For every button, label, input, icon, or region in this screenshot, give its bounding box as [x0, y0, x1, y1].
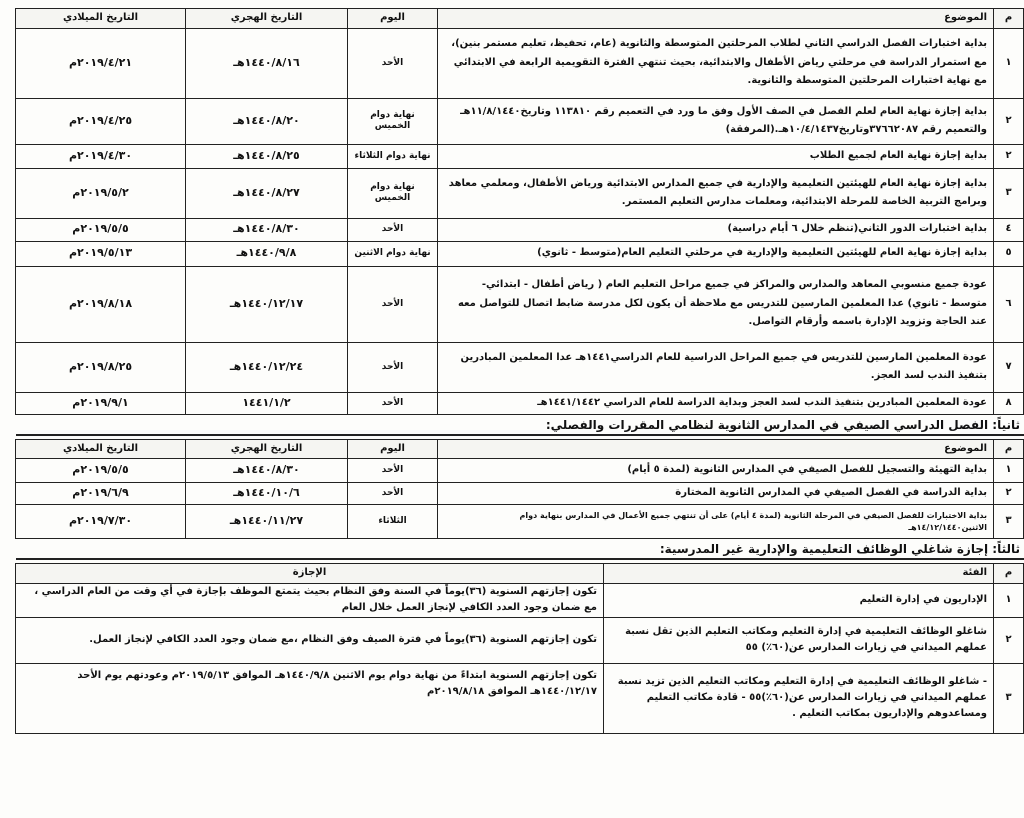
table-row	[16, 617, 1024, 663]
row-topic: بداية اختبارات الفصل الدراسي الثاني لطلاب المرحلتين المتوسطة والثانوية (عام، تحفيظ، تعليم مستمر بنين)، مع استمرار الدراسة في مرحلتي رياض الأطفال والابتدائية، بحيث تنتهي الفترة التقويمية الرابعة في الابتدائي مع نهاية اختبارات المرحلتين المتوسطة والثانوية.	[438, 28, 994, 98]
header-num: م	[994, 9, 1024, 29]
row-num: ١	[994, 459, 1024, 483]
table-row	[16, 583, 1024, 617]
table-row	[16, 144, 1024, 168]
row-gregorian: ٢٠١٩/٧/٣٠م	[16, 505, 186, 539]
row-num: ٢	[994, 617, 1024, 663]
row-day: الأحد	[348, 342, 438, 392]
row-topic: بداية إجازة نهاية العام للهيئتين التعليمية والإدارية في جميع المدارس الابتدائية ورياض الأطفال، ومعلمي معاهد وبرامج التربية الخاصة للمرحلة الابتدائية، ومعلمات مدارس التعليم المستمر.	[438, 168, 994, 218]
table-row	[16, 28, 1024, 98]
section-title-leave: ثالثاً: إجازة شاغلي الوظائف التعليمية والإدارية غير المدرسية:	[16, 539, 1024, 560]
row-topic: بداية إجازة نهاية العام للهيئتين التعليمية والإدارية في مرحلتي التعليم العام(متوسط - ثانوي)	[438, 241, 994, 266]
row-gregorian: ٢٠١٩/٥/٥م	[16, 459, 186, 483]
table-row	[16, 218, 1024, 241]
header-day: اليوم	[348, 9, 438, 29]
table-row	[16, 459, 1024, 483]
header-gregorian: التاريخ الميلادي	[16, 9, 186, 29]
table-row	[16, 342, 1024, 392]
row-topic: عودة المعلمين المارسين للتدريس في جميع المراحل الدراسية للعام الدراسي١٤٤١هـ عدا المعلمين المبادرين بتنفيذ الندب لسد العجز.	[438, 342, 994, 392]
row-num: ٧	[994, 342, 1024, 392]
table-row	[16, 241, 1024, 266]
row-gregorian: ٢٠١٩/٩/١م	[16, 392, 186, 414]
table-row	[16, 98, 1024, 144]
header-hijri: التاريخ الهجري	[186, 9, 348, 29]
header-category: الفئة	[604, 564, 994, 584]
row-num: ١	[994, 28, 1024, 98]
row-topic: بداية اختبارات الدور الثاني(تنظم خلال ٦ أيام دراسية)	[438, 218, 994, 241]
row-category: شاغلو الوظائف التعليمية في إدارة التعليم ومكاتب التعليم الذين تقل نسبة عملهم الميداني في زيارات المدارس عن(٦٠٪) ٥٥	[604, 617, 994, 663]
row-day: الأحد	[348, 218, 438, 241]
section-title-summer: ثانياً: الفصل الدراسي الصيفي في المدارس الثانوية لنظامي المقررات والفصلي:	[16, 415, 1024, 436]
table-header-row	[16, 9, 1024, 29]
leave-table	[15, 563, 1024, 734]
row-hijri: ١٤٤٠/٨/٢٠هـ	[186, 98, 348, 144]
header-day: اليوم	[348, 439, 438, 459]
header-topic: الموضوع	[438, 9, 994, 29]
row-category: الإداريون في إدارة التعليم	[604, 583, 994, 617]
row-topic: بداية الاختبارات للفصل الصيفي في المرحلة الثانوية (لمدة ٤ أيام) على أن تنتهي جميع الأعمال في المدارس بنهاية دوام الاثنين١٤/١٢/١٤٤٠هـ	[438, 505, 994, 539]
header-topic: الموضوع	[438, 439, 994, 459]
row-day: نهاية دوام الخميس	[348, 98, 438, 144]
row-gregorian: ٢٠١٩/٨/١٨م	[16, 266, 186, 342]
row-gregorian: ٢٠١٩/٤/٢١م	[16, 28, 186, 98]
table-row	[16, 505, 1024, 539]
row-num: ٣	[994, 505, 1024, 539]
row-day: نهاية دوام الاثنين	[348, 241, 438, 266]
table-row	[16, 266, 1024, 342]
row-hijri: ١٤٤٠/٩/٨هـ	[186, 241, 348, 266]
row-hijri: ١٤٤٠/١١/٢٧هـ	[186, 505, 348, 539]
row-hijri: ١٤٤٠/٨/٢٧هـ	[186, 168, 348, 218]
header-num: م	[994, 439, 1024, 459]
row-hijri: ١٤٤٠/٨/٣٠هـ	[186, 218, 348, 241]
row-hijri: ١٤٤٠/١٢/١٧هـ	[186, 266, 348, 342]
header-hijri: التاريخ الهجري	[186, 439, 348, 459]
row-hijri: ١٤٤٠/٨/١٦هـ	[186, 28, 348, 98]
table-row	[16, 483, 1024, 505]
header-num: م	[994, 564, 1024, 584]
row-num: ٥	[994, 241, 1024, 266]
row-num: ٢	[994, 98, 1024, 144]
row-hijri: ١٤٤٠/١٢/٢٤هـ	[186, 342, 348, 392]
header-leave: الإجازة	[16, 564, 604, 584]
row-gregorian: ٢٠١٩/٥/٥م	[16, 218, 186, 241]
row-gregorian: ٢٠١٩/٦/٩م	[16, 483, 186, 505]
table-row	[16, 168, 1024, 218]
row-num: ١	[994, 583, 1024, 617]
row-day: الأحد	[348, 28, 438, 98]
row-day: الأحد	[348, 266, 438, 342]
row-num: ٢	[994, 483, 1024, 505]
row-topic: عودة جميع منسوبي المعاهد والمدارس والمراكز في جميع مراحل التعليم العام ( رياض أطفال - ابتدائي- متوسط - ثانوي) عدا المعلمين المارسين للتدريس مع ملاحظة أن يكون لكل مدرسة ضابط اتصال للتواصل معه عند الحاجة وتزويد الإدارة باسمه وأرقام التواصل.	[438, 266, 994, 342]
row-num: ٤	[994, 218, 1024, 241]
table-row	[16, 392, 1024, 414]
row-category: - شاغلو الوظائف التعليمية في إدارة التعليم ومكاتب التعليم الذين تزيد نسبة عملهم الميداني في زيارات المدارس عن(٦٠٪)٥٥ - قادة مكاتب التعليم ومساعدوهم والإداريون بمكاتب التعليم .	[604, 663, 994, 733]
table-header-row	[16, 439, 1024, 459]
row-num: ٣	[994, 168, 1024, 218]
table-header-row	[16, 564, 1024, 584]
schedule-table	[15, 8, 1024, 415]
row-topic: بداية إجازة نهاية العام لعلم الفصل في الصف الأول وفق ما ورد في التعميم رقم ١١٣٨١٠ وتاريخ١١/٨/١٤٤٠هـ والتعميم رقم ٣٧٦٦٢٠٨٧وتاريخ١٠/٤/١٤٣٧هـ.(المرفقة)	[438, 98, 994, 144]
row-gregorian: ٢٠١٩/٤/٣٠م	[16, 144, 186, 168]
row-leave: تكون إجازتهم السنوية (٣٦)يوماً في فترة الصيف وفق النظام ،مع ضمان وجود العدد الكافي لإنجاز العمل.	[16, 617, 604, 663]
row-gregorian: ٢٠١٩/٥/٢م	[16, 168, 186, 218]
row-day: الأحد	[348, 392, 438, 414]
row-hijri: ١٤٤٠/١٠/٦هـ	[186, 483, 348, 505]
row-num: ٢	[994, 144, 1024, 168]
row-hijri: ١٤٤٠/٨/٣٠هـ	[186, 459, 348, 483]
row-day: الأحد	[348, 459, 438, 483]
row-leave: تكون إجازتهم السنوية ابتداءً من نهاية دوام يوم الاثنين ١٤٤٠/٩/٨هـ الموافق ٢٠١٩/٥/١٣م وعودتهم يوم الأحد ١٤٤٠/١٢/١٧هـ الموافق ٢٠١٩/٨/١٨م	[16, 663, 604, 733]
row-topic: بداية الدراسة في الفصل الصيفي في المدارس الثانوية المختارة	[438, 483, 994, 505]
row-hijri: ١٤٤٠/٨/٢٥هـ	[186, 144, 348, 168]
document-page	[16, 0, 1024, 818]
row-day: نهاية دوام الثلاثاء	[348, 144, 438, 168]
row-num: ٦	[994, 266, 1024, 342]
row-num: ٣	[994, 663, 1024, 733]
row-gregorian: ٢٠١٩/٥/١٣م	[16, 241, 186, 266]
row-gregorian: ٢٠١٩/٨/٢٥م	[16, 342, 186, 392]
row-topic: عودة المعلمين المبادرين بتنفيذ الندب لسد العجز وبداية الدراسة للعام الدراسي ١٤٤١/١٤٤٢هـ	[438, 392, 994, 414]
row-gregorian: ٢٠١٩/٤/٢٥م	[16, 98, 186, 144]
row-day: الثلاثاء	[348, 505, 438, 539]
row-topic: بداية إجازة نهاية العام لجميع الطلاب	[438, 144, 994, 168]
row-topic: بداية التهيئة والتسجيل للفصل الصيفي في المدارس الثانوية (لمدة ٥ أيام)	[438, 459, 994, 483]
row-day: نهاية دوام الخميس	[348, 168, 438, 218]
summer-table	[15, 439, 1024, 540]
header-gregorian: التاريخ الميلادي	[16, 439, 186, 459]
row-num: ٨	[994, 392, 1024, 414]
row-day: الأحد	[348, 483, 438, 505]
row-hijri: ١٤٤١/١/٢	[186, 392, 348, 414]
table-row	[16, 663, 1024, 733]
row-leave: تكون إجازتهم السنوية (٣٦)يوماً في السنة وفق النظام بحيث يتمتع الموظف بإجازة في أي وقت من العام الدراسي ، مع ضمان وجود العدد الكافي لإنجاز العمل خلال العام	[16, 583, 604, 617]
